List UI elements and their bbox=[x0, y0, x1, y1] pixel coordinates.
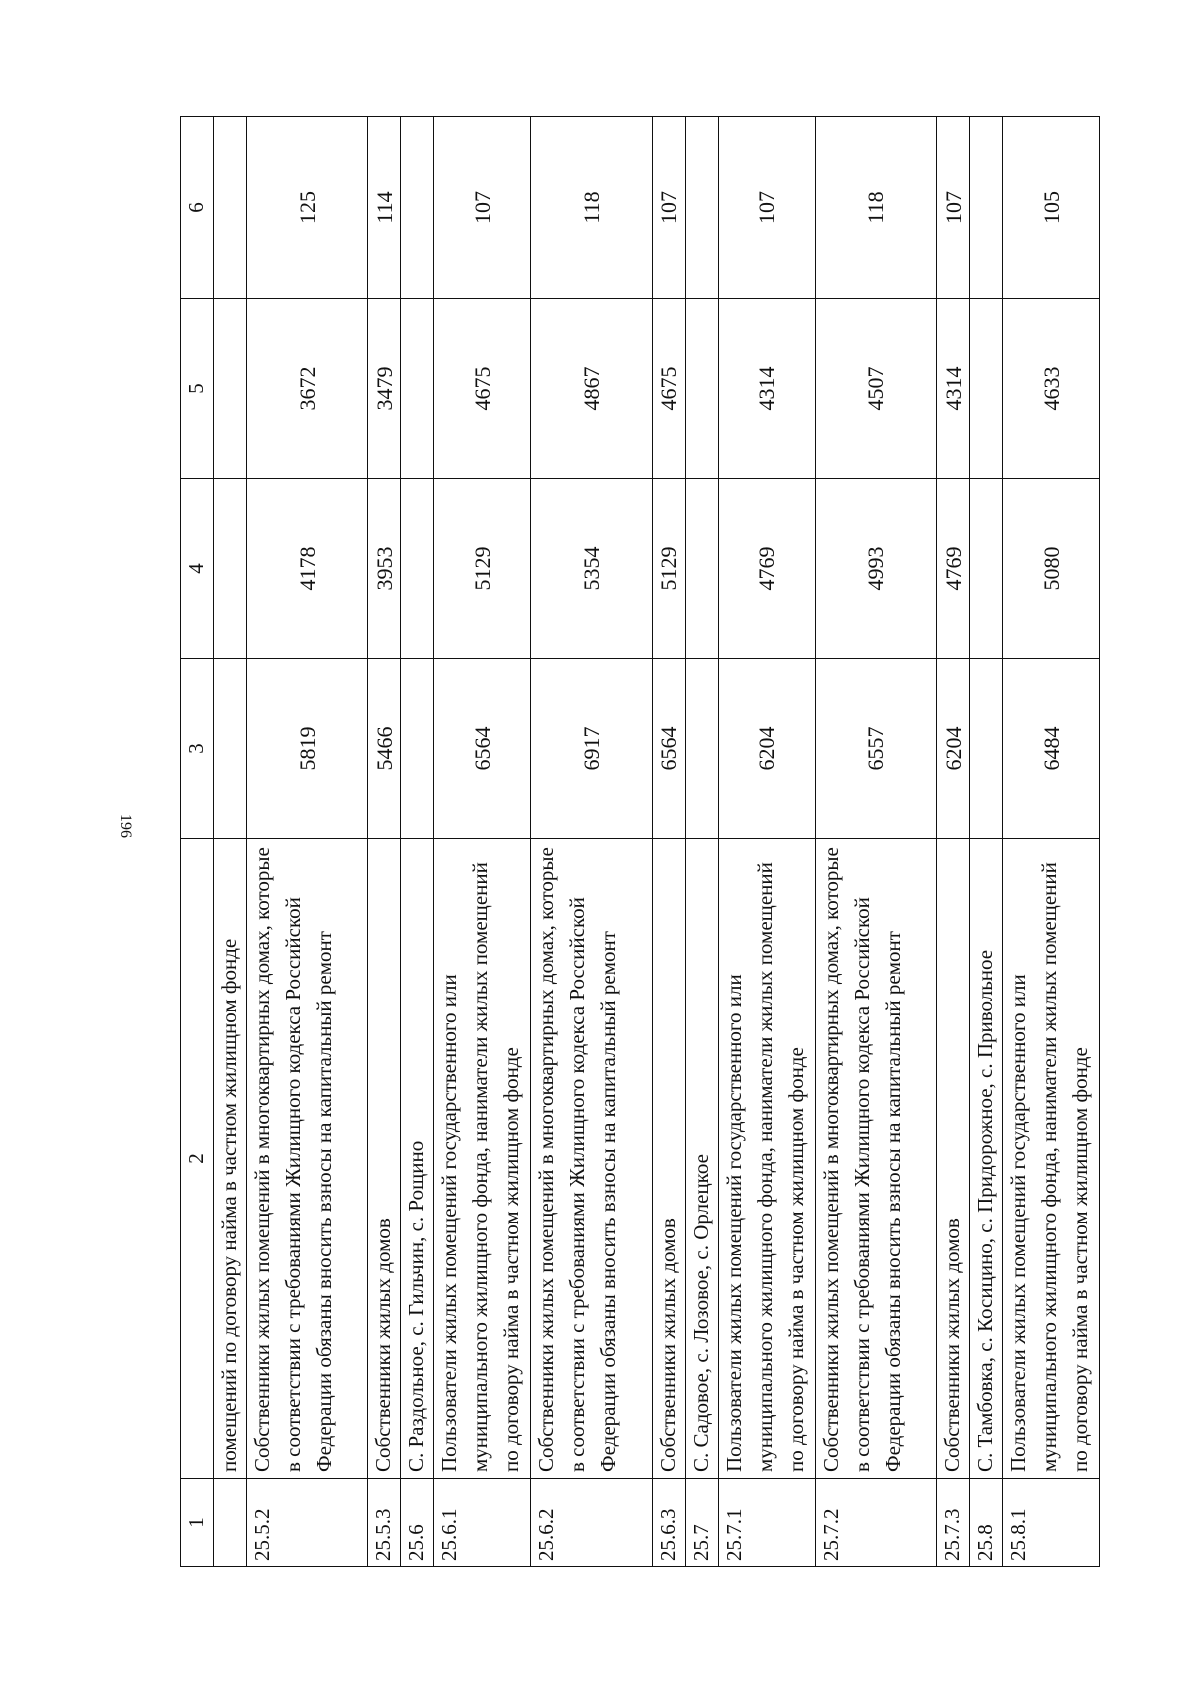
cell-col6: 118 bbox=[531, 117, 653, 299]
cell-col4 bbox=[970, 479, 1003, 659]
header-cell: 3 bbox=[181, 659, 214, 839]
table-row bbox=[401, 117, 434, 1567]
row-description: Пользователи жилых помещений государственного или муниципального жилищного фонда, наниматели жилых помещений по договору найма в частном жилищном фонде bbox=[1003, 839, 1100, 1479]
cell-col5: 4314 bbox=[718, 299, 815, 479]
cell-col4: 5129 bbox=[434, 479, 531, 659]
cell-col6: 114 bbox=[368, 117, 401, 299]
cell-col6 bbox=[401, 117, 434, 299]
row-code: 25.6 bbox=[401, 1479, 434, 1567]
row-description: Пользователи жилых помещений государственного или муниципального жилищного фонда, наниматели жилых помещений по договору найма в частном жилищном фонде bbox=[434, 839, 531, 1479]
cell-col3: 6484 bbox=[1003, 659, 1100, 839]
row-description: Собственники жилых помещений в многоквартирных домах, которые в соответствии с требованиями Жилищного кодекса Российской Федерации обязаны вносить взносы на капитальный ремонт bbox=[246, 839, 368, 1479]
row-description: Собственники жилых домов bbox=[368, 839, 401, 1479]
row-description: С. Раздольное, с. Гильчин, с. Рощино bbox=[401, 839, 434, 1479]
table-row bbox=[368, 117, 401, 1567]
cell-col3: 5466 bbox=[368, 659, 401, 839]
cell-col4: 4993 bbox=[815, 479, 937, 659]
header-row bbox=[181, 117, 214, 1567]
cell-col5: 4507 bbox=[815, 299, 937, 479]
cell-col3: 6204 bbox=[718, 659, 815, 839]
tariff-table bbox=[180, 116, 1100, 1567]
header-cell: 1 bbox=[181, 1479, 214, 1567]
table-row bbox=[213, 117, 246, 1567]
cell-col5: 4314 bbox=[937, 299, 970, 479]
row-code: 25.5.3 bbox=[368, 1479, 401, 1567]
cell-col6: 107 bbox=[434, 117, 531, 299]
cell-col5 bbox=[970, 299, 1003, 479]
table-body bbox=[181, 117, 1100, 1567]
row-code: 25.7 bbox=[685, 1479, 718, 1567]
header-cell: 4 bbox=[181, 479, 214, 659]
row-code: 25.6.3 bbox=[652, 1479, 685, 1567]
cell-col6: 118 bbox=[815, 117, 937, 299]
cell-col4: 4178 bbox=[246, 479, 368, 659]
cell-col5: 4867 bbox=[531, 299, 653, 479]
cell-col3: 6564 bbox=[652, 659, 685, 839]
cell-col3: 6917 bbox=[531, 659, 653, 839]
cell-col6 bbox=[970, 117, 1003, 299]
cell-col6: 107 bbox=[652, 117, 685, 299]
row-description: Собственники жилых помещений в многоквартирных домах, которые в соответствии с требованиями Жилищного кодекса Российской Федерации обязаны вносить взносы на капитальный ремонт bbox=[531, 839, 653, 1479]
cell-col6: 107 bbox=[718, 117, 815, 299]
table-row bbox=[685, 117, 718, 1567]
table-row bbox=[937, 117, 970, 1567]
table-row bbox=[652, 117, 685, 1567]
row-code: 25.8.1 bbox=[1003, 1479, 1100, 1567]
cell-col6: 107 bbox=[937, 117, 970, 299]
cell-col5 bbox=[685, 299, 718, 479]
cell-col4: 3953 bbox=[368, 479, 401, 659]
cell-col4: 5354 bbox=[531, 479, 653, 659]
tariff-table-container bbox=[180, 117, 1100, 1567]
row-code: 25.5.2 bbox=[246, 1479, 368, 1567]
cell-col4 bbox=[401, 479, 434, 659]
cell-col3: 6564 bbox=[434, 659, 531, 839]
cell-col5: 4675 bbox=[434, 299, 531, 479]
row-code: 25.7.2 bbox=[815, 1479, 937, 1567]
cell-col3: 5819 bbox=[246, 659, 368, 839]
cell-col4: 4769 bbox=[718, 479, 815, 659]
page-number: 196 bbox=[117, 814, 134, 838]
row-code: 25.8 bbox=[970, 1479, 1003, 1567]
cell-col6: 125 bbox=[246, 117, 368, 299]
cell-col5: 3479 bbox=[368, 299, 401, 479]
cell-col6 bbox=[685, 117, 718, 299]
row-code bbox=[213, 1479, 246, 1567]
row-code: 25.6.2 bbox=[531, 1479, 653, 1567]
header-cell: 5 bbox=[181, 299, 214, 479]
cell-col3 bbox=[970, 659, 1003, 839]
table-row bbox=[246, 117, 368, 1567]
table-row bbox=[531, 117, 653, 1567]
cell-col6 bbox=[213, 117, 246, 299]
row-description: Собственники жилых домов bbox=[652, 839, 685, 1479]
cell-col5 bbox=[401, 299, 434, 479]
cell-col3 bbox=[685, 659, 718, 839]
cell-col4: 5080 bbox=[1003, 479, 1100, 659]
cell-col5 bbox=[213, 299, 246, 479]
table-row bbox=[1003, 117, 1100, 1567]
cell-col5: 3672 bbox=[246, 299, 368, 479]
row-description: С. Садовое, с. Лозовое, с. Орлецкое bbox=[685, 839, 718, 1479]
row-code: 25.7.3 bbox=[937, 1479, 970, 1567]
cell-col3 bbox=[213, 659, 246, 839]
table-row bbox=[718, 117, 815, 1567]
table-row bbox=[815, 117, 937, 1567]
cell-col4 bbox=[213, 479, 246, 659]
cell-col6: 105 bbox=[1003, 117, 1100, 299]
cell-col4 bbox=[685, 479, 718, 659]
row-code: 25.6.1 bbox=[434, 1479, 531, 1567]
table-row bbox=[970, 117, 1003, 1567]
row-code: 25.7.1 bbox=[718, 1479, 815, 1567]
row-description: Пользователи жилых помещений государственного или муниципального жилищного фонда, наниматели жилых помещений по договору найма в частном жилищном фонде bbox=[718, 839, 815, 1479]
cell-col3: 6204 bbox=[937, 659, 970, 839]
row-description: помещений по договору найма в частном жилищном фонде bbox=[213, 839, 246, 1479]
header-cell: 6 bbox=[181, 117, 214, 299]
row-description: С. Тамбовка, с. Косицино, с. Придорожное, с. Привольное bbox=[970, 839, 1003, 1479]
table-row bbox=[434, 117, 531, 1567]
row-description: Собственники жилых домов bbox=[937, 839, 970, 1479]
header-cell: 2 bbox=[181, 839, 214, 1479]
cell-col4: 4769 bbox=[937, 479, 970, 659]
cell-col3: 6557 bbox=[815, 659, 937, 839]
cell-col4: 5129 bbox=[652, 479, 685, 659]
cell-col5: 4633 bbox=[1003, 299, 1100, 479]
row-description: Собственники жилых помещений в многоквартирных домах, которые в соответствии с требованиями Жилищного кодекса Российской Федерации обязаны вносить взносы на капитальный ремонт bbox=[815, 839, 937, 1479]
cell-col3 bbox=[401, 659, 434, 839]
cell-col5: 4675 bbox=[652, 299, 685, 479]
